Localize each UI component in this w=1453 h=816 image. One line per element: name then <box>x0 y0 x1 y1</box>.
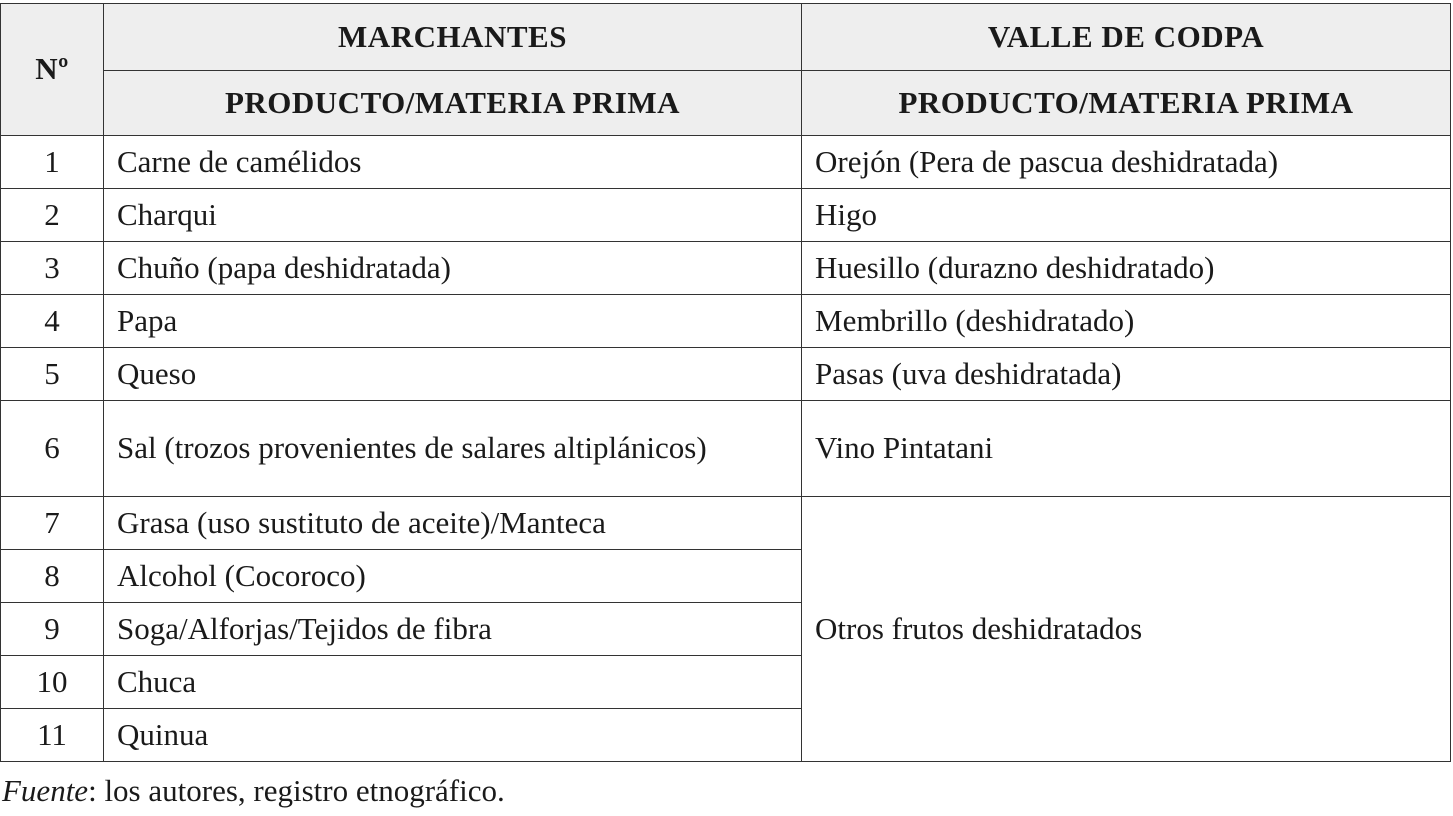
table-row <box>1 295 1451 348</box>
marchantes-product-cell: Chuca <box>104 656 802 709</box>
marchantes-product-cell: Carne de camélidos <box>104 136 802 189</box>
marchantes-product-header: PRODUCTO/MATERIA PRIMA <box>104 71 802 136</box>
source-note <box>2 772 505 811</box>
row-number: 4 <box>1 295 104 348</box>
row-number: 10 <box>1 656 104 709</box>
marchantes-product-cell: Soga/Alforjas/Tejidos de fibra <box>104 603 802 656</box>
marchantes-product-cell: Grasa (uso sustituto de aceite)/Manteca <box>104 497 802 550</box>
products-table <box>0 3 1451 762</box>
marchantes-product-cell: Alcohol (Cocoroco) <box>104 550 802 603</box>
valle-product-cell: Orejón (Pera de pascua deshidratada) <box>802 136 1451 189</box>
marchantes-product-cell: Chuño (papa deshidratada) <box>104 242 802 295</box>
table-row <box>1 242 1451 295</box>
table-row <box>1 136 1451 189</box>
source-text: : los autores, registro etnográfico. <box>88 773 505 808</box>
marchantes-product-cell: Quinua <box>104 709 802 762</box>
valle-product-cell: Higo <box>802 189 1451 242</box>
header-row-groups <box>1 4 1451 71</box>
row-number: 5 <box>1 348 104 401</box>
marchantes-product-cell: Charqui <box>104 189 802 242</box>
valle-product-cell: Membrillo (deshidratado) <box>802 295 1451 348</box>
valle-de-codpa-group-header: VALLE DE CODPA <box>802 4 1451 71</box>
valle-product-cell: Pasas (uva deshidratada) <box>802 348 1451 401</box>
table-row <box>1 401 1451 497</box>
row-number: 7 <box>1 497 104 550</box>
marchantes-product-cell: Queso <box>104 348 802 401</box>
marchantes-product-cell: Papa <box>104 295 802 348</box>
valle-merged-product-cell: Otros frutos deshidratados <box>802 497 1451 762</box>
table-row <box>1 189 1451 242</box>
row-number: 3 <box>1 242 104 295</box>
valle-product-cell: Huesillo (durazno deshidratado) <box>802 242 1451 295</box>
row-number: 1 <box>1 136 104 189</box>
row-number: 9 <box>1 603 104 656</box>
table-row <box>1 348 1451 401</box>
marchantes-group-header: MARCHANTES <box>104 4 802 71</box>
row-number: 2 <box>1 189 104 242</box>
row-number: 6 <box>1 401 104 497</box>
row-number: 8 <box>1 550 104 603</box>
products-table-container <box>0 3 1450 762</box>
header-row-subheaders <box>1 71 1451 136</box>
valle-product-cell: Vino Pintatani <box>802 401 1451 497</box>
source-label: Fuente <box>2 773 89 808</box>
marchantes-product-cell: Sal (trozos provenientes de salares altiplánicos) <box>104 401 802 497</box>
valle-product-header: PRODUCTO/MATERIA PRIMA <box>802 71 1451 136</box>
row-number: 11 <box>1 709 104 762</box>
number-column-header: Nº <box>1 4 104 136</box>
table-row <box>1 497 1451 550</box>
